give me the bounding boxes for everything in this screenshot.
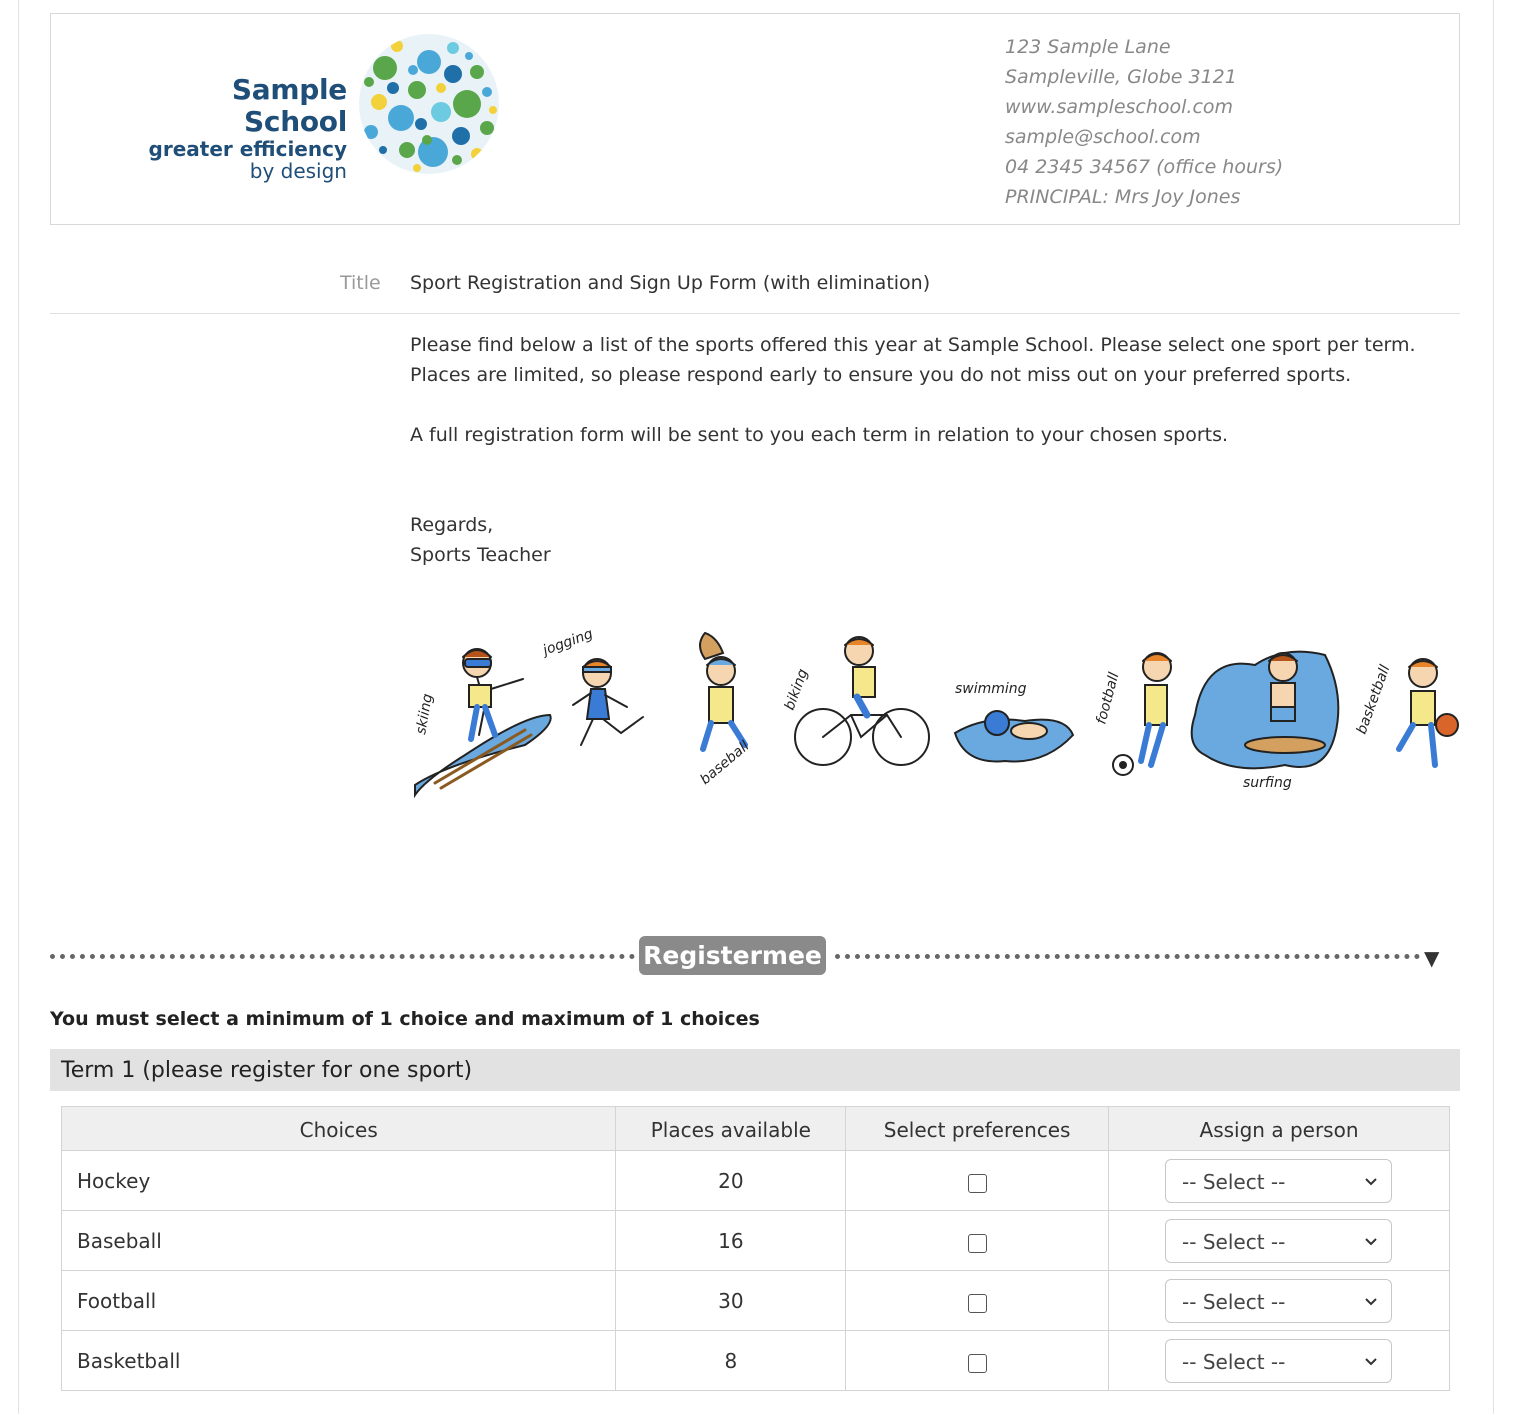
table-row xyxy=(62,1151,1450,1211)
chevron-down-icon xyxy=(1363,1293,1379,1309)
section-header xyxy=(50,936,1460,976)
school-logo-text xyxy=(135,74,347,182)
choices-table xyxy=(61,1106,1450,1391)
preference-checkbox[interactable] xyxy=(968,1234,987,1253)
address-website: www.sampleschool.com xyxy=(1005,96,1234,118)
chevron-down-icon xyxy=(1363,1173,1379,1189)
table-row xyxy=(62,1271,1450,1331)
select-value: -- Select -- xyxy=(1182,1169,1286,1194)
table-row xyxy=(62,1211,1450,1271)
places-available: 20 xyxy=(616,1151,846,1211)
label-football: football xyxy=(1093,670,1123,727)
select-value: -- Select -- xyxy=(1182,1229,1286,1254)
label-baseball: baseball xyxy=(697,738,753,789)
select-value: -- Select -- xyxy=(1182,1349,1286,1374)
column-header-assign: Assign a person xyxy=(1109,1107,1450,1151)
label-jogging: jogging xyxy=(540,625,596,659)
preference-checkbox[interactable] xyxy=(968,1294,987,1313)
divider xyxy=(50,313,1460,314)
label-basketball: basketball xyxy=(1353,663,1394,737)
form-title: Sport Registration and Sign Up Form (with elimination) xyxy=(410,272,931,294)
table-row xyxy=(62,1331,1450,1391)
sports-illustration xyxy=(405,615,1465,815)
assign-person-select[interactable] xyxy=(1165,1159,1392,1203)
section-divider-left xyxy=(50,954,635,959)
school-address xyxy=(1005,32,1283,212)
preference-checkbox[interactable] xyxy=(968,1174,987,1193)
form-description xyxy=(410,330,1460,570)
school-header xyxy=(50,13,1460,225)
collapse-toggle-icon[interactable]: ▼ xyxy=(1424,946,1440,970)
address-street: 123 Sample Lane xyxy=(1005,36,1171,58)
preference-checkbox[interactable] xyxy=(968,1354,987,1373)
label-swimming: swimming xyxy=(955,681,1027,697)
table-header-row xyxy=(62,1107,1450,1151)
places-available: 30 xyxy=(616,1271,846,1331)
chevron-down-icon xyxy=(1363,1233,1379,1249)
choice-name: Hockey xyxy=(62,1151,616,1211)
school-tagline: greater efficiency xyxy=(148,137,347,161)
places-available: 8 xyxy=(616,1331,846,1391)
assign-person-select[interactable] xyxy=(1165,1219,1392,1263)
select-value: -- Select -- xyxy=(1182,1289,1286,1314)
places-available: 16 xyxy=(616,1211,846,1271)
intro-paragraph-2: A full registration form will be sent to you each term in relation to your chosen sports. xyxy=(410,424,1229,446)
choice-name: Basketball xyxy=(62,1331,616,1391)
selection-constraint: You must select a minimum of 1 choice and maximum of 1 choices xyxy=(50,1008,760,1030)
address-phone: 04 2345 34567 (office hours) xyxy=(1005,156,1284,178)
address-email: sample@school.com xyxy=(1005,126,1201,148)
label-biking: biking xyxy=(781,666,812,713)
column-header-select: Select preferences xyxy=(846,1107,1109,1151)
choice-name: Baseball xyxy=(62,1211,616,1271)
section-divider-right xyxy=(835,954,1420,959)
school-tagline-2: by design xyxy=(249,159,347,183)
address-principal: PRINCIPAL: Mrs Joy Jones xyxy=(1005,186,1241,208)
sign-off-name: Sports Teacher xyxy=(410,544,551,566)
sign-off: Regards, xyxy=(410,514,494,536)
assign-person-select[interactable] xyxy=(1165,1279,1392,1323)
choice-name: Football xyxy=(62,1271,616,1331)
assign-person-select[interactable] xyxy=(1165,1339,1392,1383)
label-surfing: surfing xyxy=(1243,775,1292,791)
address-city: Sampleville, Globe 3121 xyxy=(1005,66,1237,88)
column-header-choices: Choices xyxy=(62,1107,616,1151)
section-title: Registermee xyxy=(639,936,826,975)
school-name: Sample School xyxy=(231,73,347,138)
chevron-down-icon xyxy=(1363,1353,1379,1369)
term-heading: Term 1 (please register for one sport) xyxy=(50,1049,1460,1091)
label-skiing: skiing xyxy=(413,692,437,736)
column-header-places: Places available xyxy=(616,1107,846,1151)
intro-paragraph: Please find below a list of the sports offered this year at Sample School. Please select one sport per term. Places are limited, so please respond early to ensure you do not miss out on your preferred sports. xyxy=(410,334,1416,386)
logo-sphere-icon xyxy=(357,32,501,176)
title-label: Title xyxy=(340,272,381,294)
